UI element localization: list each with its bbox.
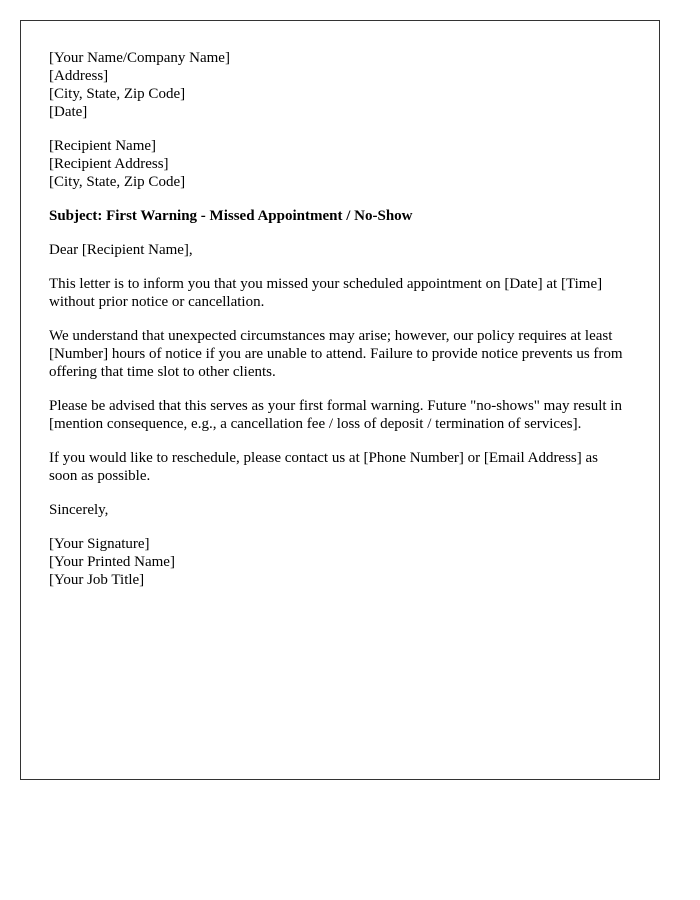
sender-name: [Your Name/Company Name] (49, 50, 230, 66)
paragraph-text: We understand that unexpected circumstances may arise; however, our policy requires at least [Number] hours of notice if you are unable to attend. Failure to provide notice prevents us from offering that time slot to other clients. (49, 328, 623, 380)
body-paragraph-1 (49, 275, 629, 311)
letter-page (20, 20, 660, 780)
paragraph-text: Please be advised that this serves as your first formal warning. Future "no-shows" may result in [mention consequence, e.g., a cancellation fee / loss of deposit / termination of services]. (49, 398, 622, 432)
body-paragraph-3 (49, 397, 629, 433)
paragraph-text: If you would like to reschedule, please contact us at [Phone Number] or [Email Address] as soon as possible. (49, 450, 599, 484)
subject-line: Subject: First Warning - Missed Appointment / No-Show (49, 208, 413, 224)
printed-name: [Your Printed Name] (49, 554, 175, 570)
salutation: Dear [Recipient Name], (49, 242, 193, 258)
recipient-city-state-zip: [City, State, Zip Code] (49, 174, 186, 190)
recipient-address: [Recipient Address] (49, 156, 169, 172)
body-paragraph-2 (49, 327, 629, 381)
letter-date: [Date] (49, 104, 88, 120)
recipient-block (49, 137, 629, 191)
recipient-name: [Recipient Name] (49, 138, 157, 154)
job-title: [Your Job Title] (49, 572, 145, 588)
signature-block (49, 535, 629, 589)
body-paragraph-4 (49, 449, 629, 485)
sender-address: [Address] (49, 68, 109, 84)
sender-block (49, 49, 629, 121)
sender-city-state-zip: [City, State, Zip Code] (49, 86, 186, 102)
closing: Sincerely, (49, 502, 109, 518)
signature: [Your Signature] (49, 536, 150, 552)
letter-content (49, 49, 629, 605)
paragraph-text: This letter is to inform you that you missed your scheduled appointment on [Date] at [Time] without prior notice or cancellation. (49, 276, 603, 310)
